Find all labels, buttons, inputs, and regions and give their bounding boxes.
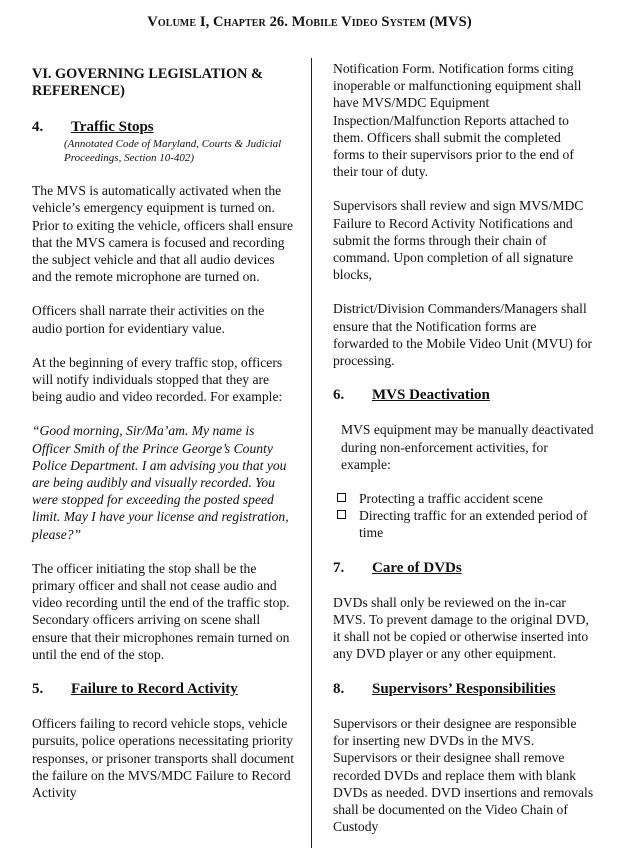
list-item [337, 507, 595, 541]
section-8-number: 8. [333, 680, 345, 697]
checkbox-bullet-icon [337, 493, 346, 502]
checkbox-bullet-icon [337, 510, 346, 519]
section-4-citation: (Annotated Code of Maryland, Courts & Judicial Proceedings, Section 10-402) [64, 138, 282, 164]
deactivation-list [333, 490, 595, 542]
list-item-text: Directing traffic for an extended period of time [359, 508, 588, 541]
section-6-heading [333, 387, 595, 404]
section-5-number: 5. [32, 681, 44, 698]
list-item-text: Protecting a traffic accident scene [359, 491, 543, 507]
commanders-paragraph: District/Division Commanders/Managers shall ensure that the Notification forms are forwarded to the Mobile Video Unit (MVU) for processing. [333, 301, 593, 369]
section-6-number: 6. [333, 387, 345, 404]
deactivation-paragraph: MVS equipment may be manually deactivated during non-enforcement activities, for example: [341, 422, 594, 472]
right-column [333, 60, 595, 835]
traffic-stops-paragraph-3: At the beginning of every traffic stop, officers will notify individuals stopped that they are being audio and video recorded. For example: [32, 354, 283, 405]
page-header: Volume I, Chapter 26. Mobile Video System (MVS) [147, 14, 472, 30]
section-4-title: Traffic Stops [71, 119, 154, 135]
section-5-title: Failure to Record Activity [71, 681, 238, 698]
section-8-title: Supervisors’ Responsibilities [372, 680, 556, 697]
notification-form-paragraph: Notification Form. Notification forms citing inoperable or malfunctioning equipment shall have MVS/MDC Equipment Inspection/Malfunction Reports attached to them. Officers shall submit the completed forms to their supervisors prior to the end of their tour of duty. [333, 61, 582, 180]
traffic-stops-paragraph-1: The MVS is automatically activated when the vehicle’s emergency equipment is turned on. Prior to exiting the vehicle, officers shall ensure that the MVS camera is focused and recording the subject vehicle and that all audio devices and the remote microphone are turned on. [32, 183, 293, 285]
section-heading: VI. GOVERNING LEGISLATION & REFERENCE) [32, 66, 263, 99]
section-4-heading [32, 119, 294, 136]
failure-to-record-paragraph: Officers failing to record vehicle stops, vehicle pursuits, police operations necessitating priority responses, or prisoner transports shall document the failure on the MVS/MDC Failure to Record Activity [32, 716, 295, 801]
dvd-care-paragraph: DVDs shall only be reviewed on the in-car MVS. To prevent damage to the original DVD, it shall not be copied or otherwise inserted into any DVD player or any other equipment. [333, 594, 589, 662]
section-7-heading [333, 560, 595, 577]
list-item [337, 490, 595, 507]
left-column [32, 60, 294, 801]
supervisors-review-paragraph: Supervisors shall review and sign MVS/MDC Failure to Record Activity Notifications and submit the forms through their chain of command. Upon completion of all signature blocks, [333, 198, 584, 283]
supervisors-responsibilities-paragraph: Supervisors or their designee are responsible for inserting new DVDs in the MVS. Supervisors or their designee shall remove recorded DVDs and replace them with blank DVDs as needed. DVD insertions and removals shall be documented on the Video Chain of Custody [333, 715, 594, 835]
section-4-number: 4. [32, 119, 44, 135]
column-divider [311, 58, 312, 848]
traffic-stops-paragraph-4: The officer initiating the stop shall be the primary officer and shall not cease audio and video recording until the end of the traffic stop. Secondary officers arriving on scene shall ensure that their microphones remain turned on until the end of the stop. [32, 560, 290, 662]
section-7-number: 7. [333, 559, 345, 576]
section-5-heading [32, 681, 294, 698]
section-8-heading [333, 681, 595, 698]
section-7-title: Care of DVDs [372, 559, 462, 576]
example-quote: “Good morning, Sir/Ma’am. My name is Officer Smith of the Prince George’s County Police Department. I am advising you that you are being audibly and visually recorded. You were stopped for exceeding the posted speed limit. May I have your license and registration, please?” [32, 423, 289, 542]
section-6-title: MVS Deactivation [372, 387, 490, 404]
traffic-stops-paragraph-2: Officers shall narrate their activities on the audio portion for evidentiary value. [32, 303, 265, 336]
